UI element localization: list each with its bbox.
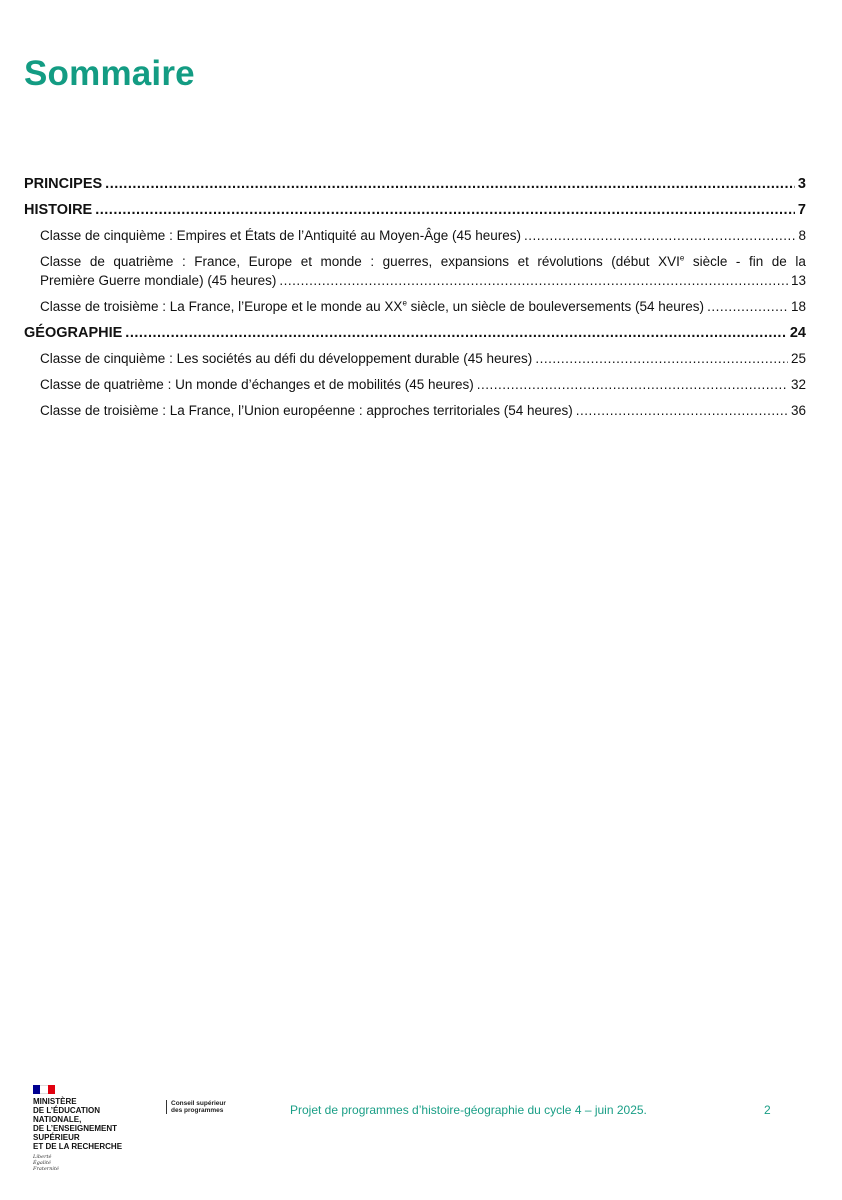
toc-page-number: 24 — [789, 325, 806, 341]
toc-page-number: 32 — [790, 377, 806, 392]
toc-entry-geographie[interactable] — [24, 325, 806, 341]
toc-entry-principes[interactable] — [24, 176, 806, 192]
dot-leader — [279, 274, 788, 288]
toc-entry-histoire-troisieme[interactable] — [24, 299, 806, 314]
toc-entry-geographie-quatrieme[interactable] — [24, 377, 806, 392]
toc-entry-histoire-cinquieme[interactable] — [24, 228, 806, 243]
dot-leader — [125, 326, 787, 341]
toc-label-line2: Première Guerre mondiale) (45 heures) — [40, 273, 277, 288]
toc-page-number: 8 — [798, 228, 806, 243]
toc-label: Classe de cinquième : Les sociétés au défi du développement durable (45 heures) — [40, 351, 533, 366]
dot-leader — [707, 300, 788, 314]
ministry-name: MINISTÈRE DE L’ÉDUCATION NATIONALE, DE L’ENSEIGNEMENT SUPÉRIEUR ET DE LA RECHERCHE — [33, 1097, 123, 1151]
toc-page-number: 36 — [790, 403, 806, 418]
toc-entry-geographie-troisieme[interactable] — [24, 403, 806, 418]
dot-leader — [535, 352, 788, 366]
toc-entry-histoire-quatrieme[interactable] — [24, 254, 806, 288]
toc-page-number: 18 — [790, 299, 806, 314]
footer-page-number: 2 — [764, 1103, 771, 1117]
toc-label: Classe de troisième : La France, l’Europe et le monde au XXe siècle, un siècle de bouleversements (54 heures) — [40, 298, 705, 314]
dot-leader — [477, 378, 788, 392]
toc-page-number: 3 — [797, 176, 806, 192]
ministry-logo — [33, 1085, 143, 1172]
toc-label-line1: Classe de quatrième : France, Europe et monde : guerres, expansions et révolutions (début XVIe siècle - fin de la — [40, 253, 806, 269]
toc-label: HISTOIRE — [24, 202, 93, 218]
toc-label: GÉOGRAPHIE — [24, 325, 123, 341]
french-flag-icon — [33, 1085, 55, 1094]
toc-label: Classe de quatrième : Un monde d’échanges et de mobilités (45 heures) — [40, 377, 474, 392]
page-title: Sommaire — [24, 54, 195, 93]
table-of-contents — [24, 176, 806, 429]
dot-leader — [576, 404, 788, 418]
footer-document-title: Projet de programmes d’histoire-géographie du cycle 4 – juin 2025. — [290, 1103, 647, 1117]
republic-motto: Liberté Égalité Fraternité — [33, 1154, 59, 1172]
csp-logo: Conseil supérieur des programmes — [166, 1100, 226, 1114]
dot-leader — [524, 229, 795, 243]
dot-leader — [95, 203, 795, 218]
dot-leader — [105, 177, 795, 192]
toc-entry-histoire[interactable] — [24, 202, 806, 218]
toc-page-number: 25 — [790, 351, 806, 366]
toc-label: PRINCIPES — [24, 176, 103, 192]
toc-label: Classe de cinquième : Empires et États de l’Antiquité au Moyen-Âge (45 heures) — [40, 228, 521, 243]
toc-page-number: 13 — [790, 273, 806, 288]
toc-page-number: 7 — [797, 202, 806, 218]
toc-entry-geographie-cinquieme[interactable] — [24, 351, 806, 366]
toc-label: Classe de troisième : La France, l’Union européenne : approches territoriales (54 heures) — [40, 403, 573, 418]
